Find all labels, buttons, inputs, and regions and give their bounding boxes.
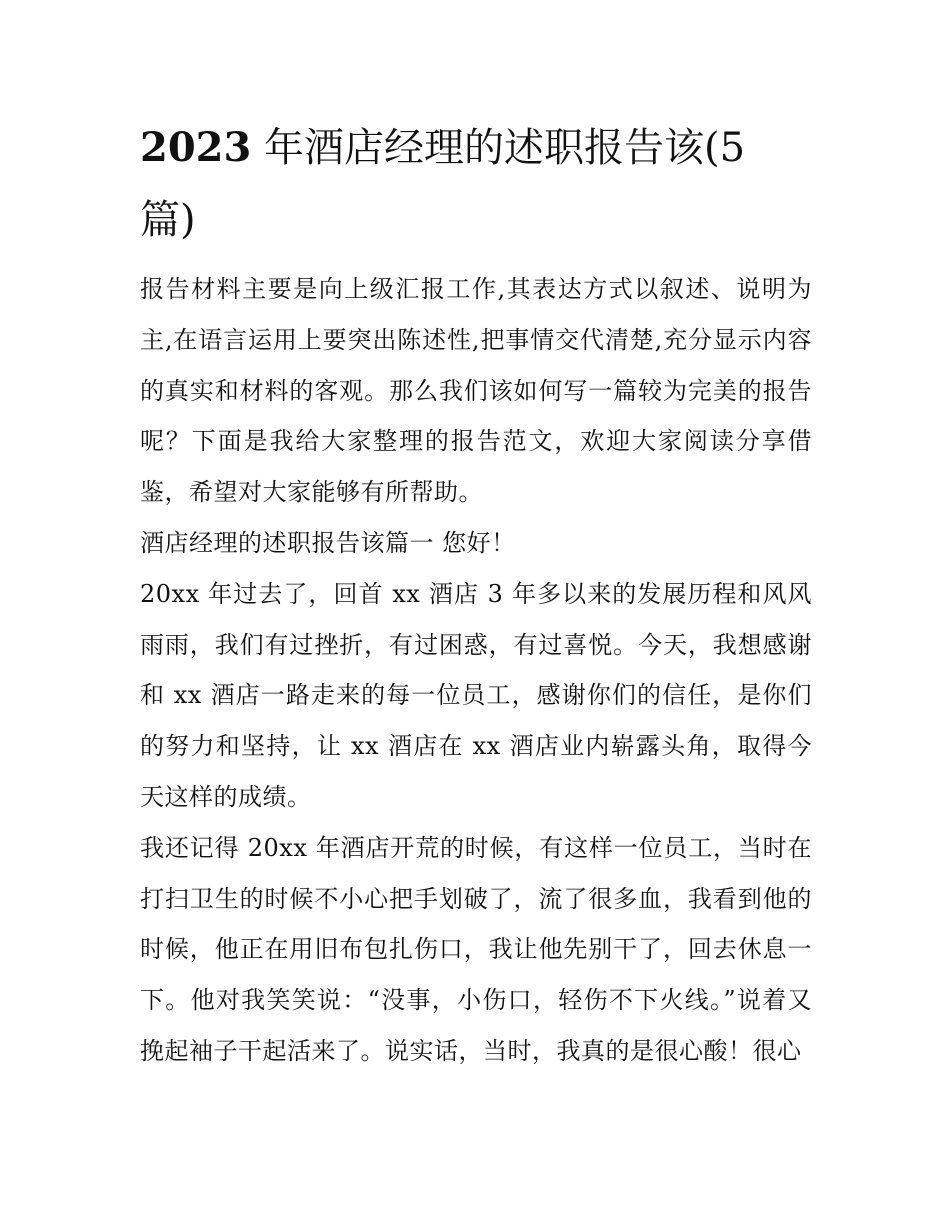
body-paragraph-review: 20xx 年过去了，回首 xx 酒店 3 年多以来的发展历程和风风雨雨，我们有过挫折，有过困惑，有过喜悦。今天，我想感谢和 xx 酒店一路走来的每一位员工，感谢你们的信任，是你们的努力和坚持，让 xx 酒店在 xx 酒店业内崭露头角，取得今天这样的成绩。: [140, 579, 812, 811]
section-heading-greeting: 酒店经理的述职报告该篇一 您好！: [140, 528, 516, 557]
document-page: [140, 112, 812, 1077]
document-title: [140, 112, 812, 256]
title-text: 年酒店经理的述职报告该(5 篇): [140, 125, 746, 243]
body-paragraph-memory: 我还记得 20xx 年酒店开荒的时候，有这样一位员工，当时在打扫卫生的时候不小心把手划破了，流了很多血，我看到他的时候，他正在用旧布包扎伤口，我让他先别干了，回去休息一下。他对我笑笑说：“没事，小伤口，轻伤不下火线。”说着又挽起袖子干起活来了。说实话，当时，我真的是很心酸！很心: [140, 833, 812, 1065]
title-year: 2023: [140, 124, 252, 171]
intro-paragraph: 报告材料主要是向上级汇报工作,其表达方式以叙述、说明为主,在语言运用上要突出陈述性,把事情交代清楚,充分显示内容的真实和材料的客观。那么我们该如何写一篇较为完美的报告呢？下面是我给大家整理的报告范文，欢迎大家阅读分享借鉴，希望对大家能够有所帮助。: [140, 275, 812, 507]
